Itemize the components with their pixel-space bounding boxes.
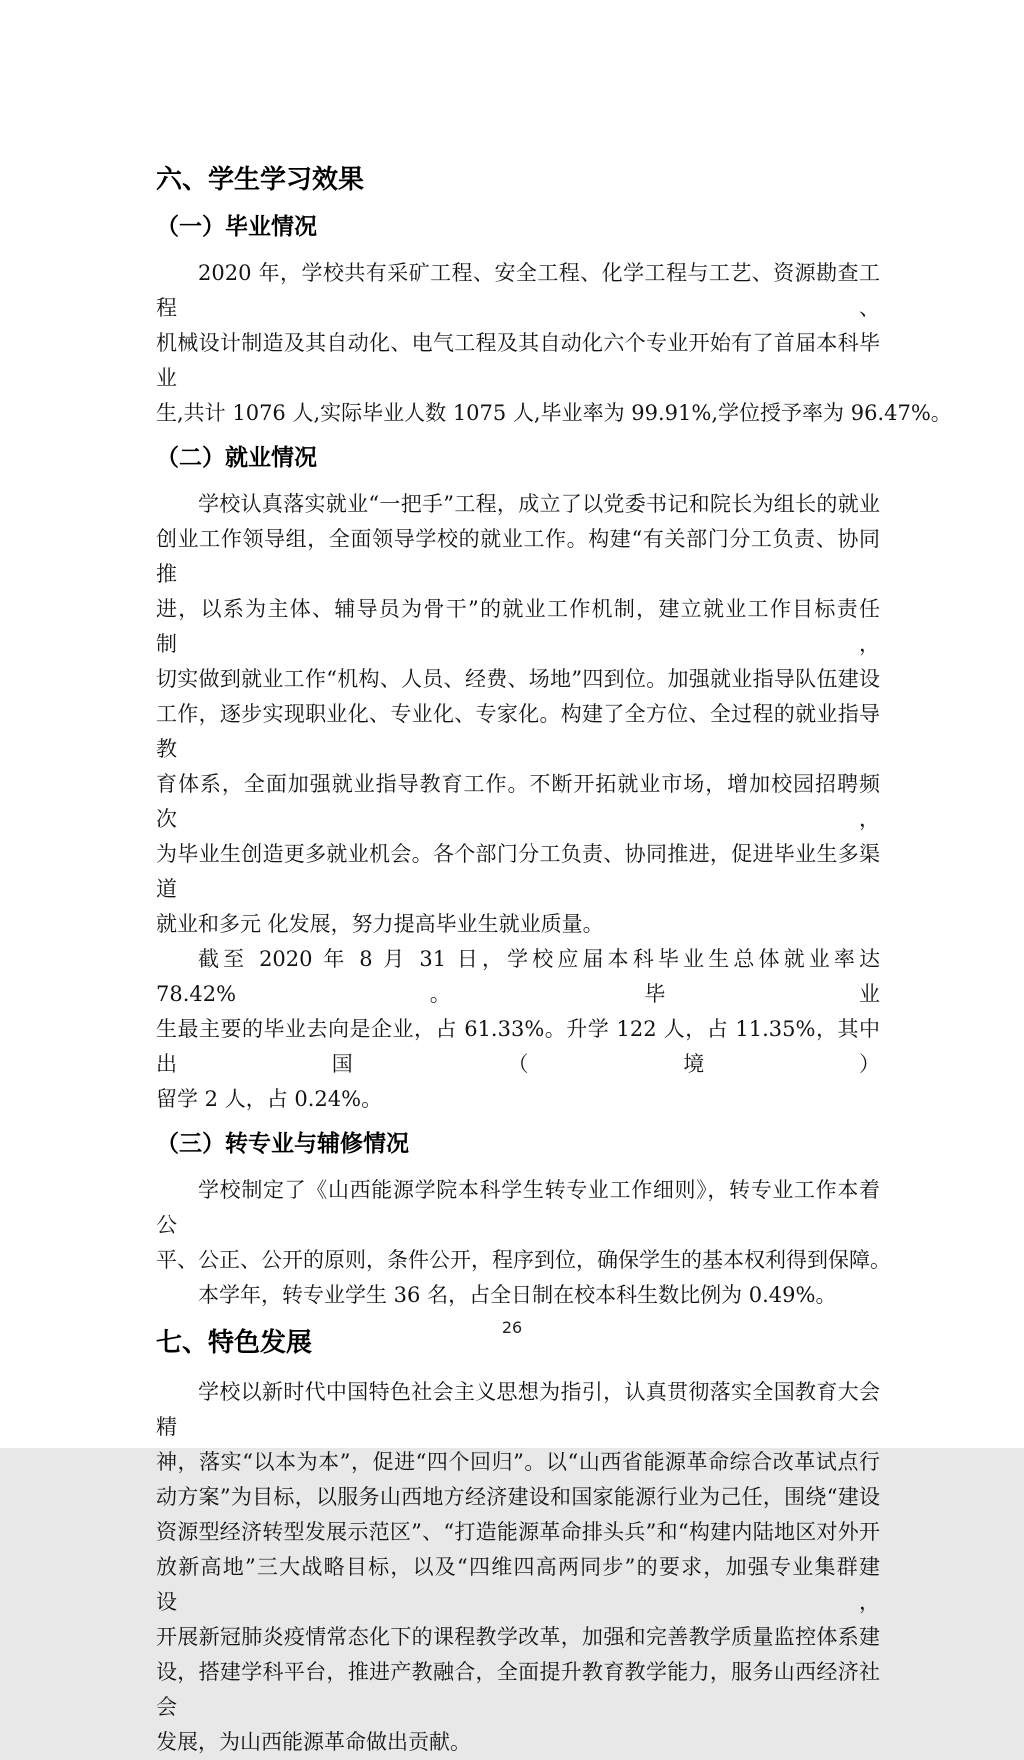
paragraph-line: 学校认真落实就业“一把手”工程，成立了以党委书记和院长为组长的就业: [198, 492, 880, 516]
page-number: 26: [501, 1318, 523, 1337]
paragraph-line: 本学年，转专业学生 36 名，占全日制在校本科生数比例为 0.49%。: [198, 1283, 837, 1307]
paragraph-line: 2020 年，学校共有采矿工程、安全工程、化学工程与工艺、资源勘查工程、: [156, 261, 880, 320]
paragraph: [156, 487, 880, 942]
subsection-heading: （一）毕业情况: [156, 214, 317, 240]
paragraph-line: 学校以新时代中国特色社会主义思想为指引，认真贯彻落实全国教育大会精: [156, 1380, 880, 1439]
paragraph-line: 生,共计 1076 人,实际毕业人数 1075 人,毕业率为 99.91%,学位授予率为 96.47%。: [156, 401, 952, 425]
paragraph-line: 学校制定了《山西能源学院本科学生转专业工作细则》，转专业工作本着公: [156, 1178, 880, 1237]
paragraph-line: 截至 2020 年 8 月 31 日，学校应届本科毕业生总体就业率达 78.42%。毕业: [156, 947, 880, 1006]
paragraph-line: 为毕业生创造更多就业机会。各个部门分工负责、协同推进，促进毕业生多渠道: [156, 842, 880, 901]
paragraph: [156, 256, 952, 431]
paragraph-line: 平、公正、公开的原则，条件公开，程序到位，确保学生的基本权利得到保障。: [156, 1248, 891, 1272]
paragraph-line: 放新高地”三大战略目标，以及“四维四高两同步”的要求，加强专业集群建设，: [156, 1555, 880, 1614]
paragraph-line: 就业和多元 化发展，努力提高毕业生就业质量。: [156, 912, 604, 936]
paragraph-line: 发展，为山西能源革命做出贡献。: [156, 1730, 471, 1754]
paragraph-line: 工作，逐步实现职业化、专业化、专家化。构建了全方位、全过程的就业指导教: [156, 702, 880, 761]
paragraph: [156, 1173, 891, 1278]
document-content: [156, 164, 952, 1760]
paragraph-line: 创业工作领导组，全面领导学校的就业工作。构建“有关部门分工负责、协同推: [156, 527, 880, 586]
paragraph-line: 留学 2 人，占 0.24%。: [156, 1087, 383, 1111]
paragraph-line: 动方案”为目标，以服务山西地方经济建设和国家能源行业为己任，围绕“建设: [156, 1485, 880, 1509]
section-heading: 七、特色发展: [156, 1328, 313, 1358]
paragraph-line: 神，落实“以本为本”，促进“四个回归”。以“山西省能源革命综合改革试点行: [156, 1450, 880, 1474]
subsection-heading: （三）转专业与辅修情况: [156, 1131, 409, 1157]
paragraph-line: 设，搭建学科平台，推进产教融合，全面提升教育教学能力，服务山西经济社会: [156, 1660, 880, 1719]
paragraph-line: 资源型经济转型发展示范区”、“打造能源革命排头兵”和“构建内陆地区对外开: [156, 1520, 880, 1544]
paragraph-line: 进，以系为主体、辅导员为骨干”的就业工作机制，建立就业工作目标责任制，: [156, 597, 880, 656]
paragraph: [156, 1278, 880, 1313]
paragraph-line: 切实做到就业工作“机构、人员、经费、场地”四到位。加强就业指导队伍建设: [156, 667, 880, 691]
paragraph-line: 育体系，全面加强就业指导教育工作。不断开拓就业市场，增加校园招聘频次，: [156, 772, 880, 831]
subsection-heading: （二）就业情况: [156, 445, 317, 471]
section-heading: 六、学生学习效果: [156, 165, 365, 195]
paragraph: [156, 1375, 880, 1760]
paragraph: [156, 942, 880, 1117]
paragraph-line: 机械设计制造及其自动化、电气工程及其自动化六个专业开始有了首届本科毕业: [156, 331, 880, 390]
paragraph-line: 生最主要的毕业去向是企业，占 61.33%。升学 122 人，占 11.35%，其中出国（境）: [156, 1017, 880, 1076]
paragraph-line: 开展新冠肺炎疫情常态化下的课程教学改革，加强和完善教学质量监控体系建: [156, 1625, 880, 1649]
